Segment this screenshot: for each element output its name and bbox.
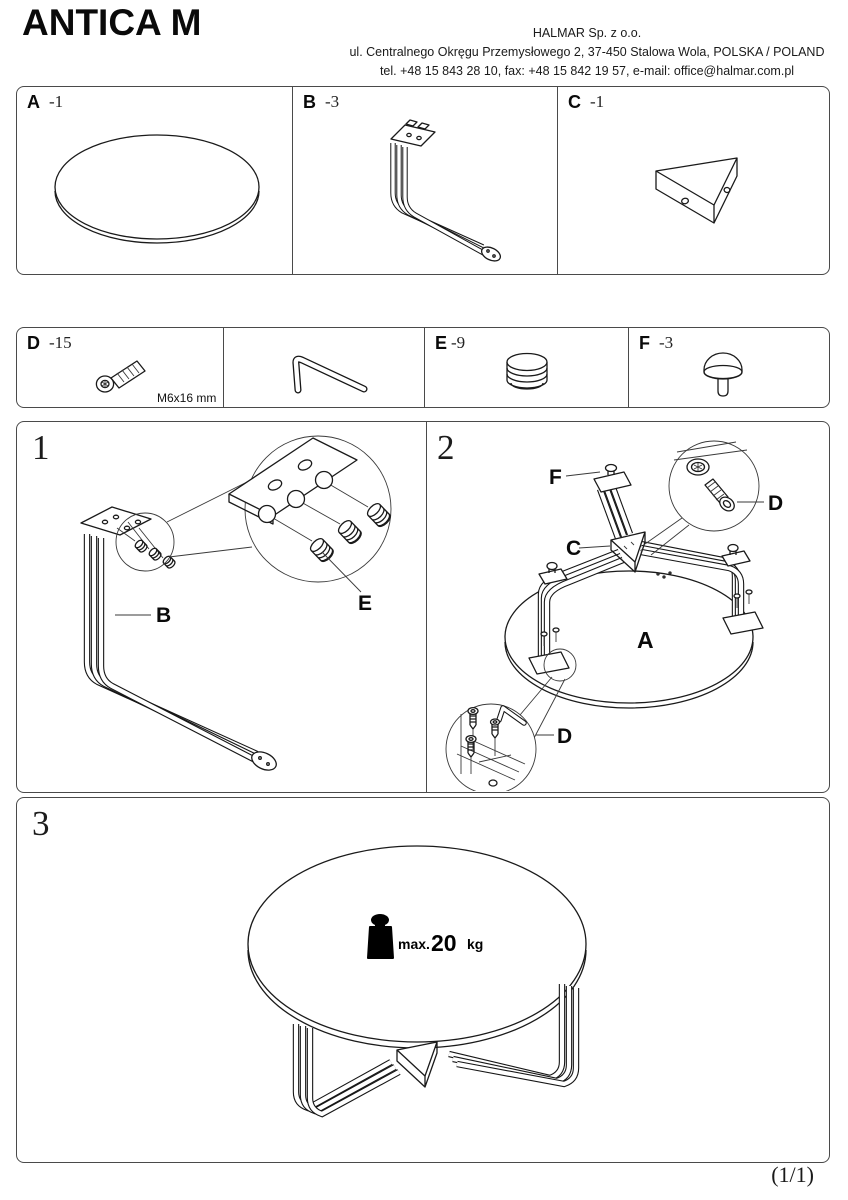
sheet-title: ANTICA M	[22, 2, 202, 43]
connector-drawing	[558, 87, 829, 273]
part-qty-f: -3	[659, 333, 674, 352]
parts-box-tube-plug	[424, 328, 628, 407]
company-name: HALMAR Sp. z o.o.	[532, 26, 642, 40]
step-1-panel	[17, 422, 426, 792]
bolt-spec-label: M6x16 mm	[157, 391, 217, 405]
step3-number: 3	[32, 804, 50, 843]
leg-b-tubes	[87, 534, 267, 766]
part-qty-b: -3	[325, 92, 340, 111]
tabletop-drawing	[17, 87, 290, 273]
part-qty-e: -9	[451, 333, 466, 352]
detail-circle-bottom-left	[446, 704, 536, 791]
part-id-a: A	[27, 92, 40, 112]
leg-frame-drawing	[293, 87, 556, 273]
step2-label-a: A	[637, 627, 654, 653]
parts-box-glide	[628, 328, 829, 407]
step-2-panel	[426, 422, 829, 792]
steps-row	[16, 421, 830, 793]
step2-label-c: C	[566, 537, 582, 560]
part-id-f: F	[639, 333, 650, 353]
step1-label-e: E	[358, 592, 373, 615]
parts-box-bolt	[17, 328, 223, 407]
company-info	[344, 24, 830, 81]
part-id-c: C	[568, 92, 581, 112]
parts-box-connector	[557, 87, 829, 274]
step2-label-f: F	[549, 466, 562, 489]
leg-top-bracket	[391, 120, 435, 146]
parts-box-leg-frame	[292, 87, 557, 274]
step2-number: 2	[437, 428, 455, 467]
part-qty-d: -15	[49, 333, 72, 352]
step-3-panel	[16, 797, 830, 1163]
max-load-value: 20	[431, 930, 457, 956]
parts-box-hex-key	[223, 328, 424, 407]
leg-b-bracket	[81, 507, 151, 535]
max-load-label: max.	[398, 936, 430, 952]
part-qty-c: -1	[590, 92, 605, 111]
step2-label-d-top: D	[768, 492, 784, 515]
parts-row-1	[16, 86, 830, 275]
glide-f-on-leg	[606, 465, 617, 472]
part-id-b: B	[303, 92, 316, 112]
label-c-leader	[579, 546, 610, 548]
company-contact: tel. +48 15 843 28 10, fax: +48 15 842 19 57, e-mail: office@halmar.com.pl	[379, 64, 795, 78]
page-number: (1/1)	[771, 1162, 814, 1187]
parts-box-tabletop	[17, 87, 292, 274]
part-qty-a: -1	[49, 92, 64, 111]
parts-row-2	[16, 327, 830, 408]
step1-label-b: B	[156, 604, 172, 627]
step-3-cell	[17, 798, 829, 1162]
part-id-e: E	[435, 333, 448, 353]
label-f-leader	[566, 472, 600, 476]
assembled-connector	[397, 1042, 437, 1087]
max-load-unit: kg	[467, 936, 484, 952]
step3-diagram	[17, 798, 828, 1161]
leg-tubes	[393, 143, 491, 257]
company-address: ul. Centralnego Okręgu Przemysłowego 2, 37-450 Stalowa Wola, POLSKA / POLAND	[349, 45, 825, 59]
step1-diagram	[17, 422, 424, 791]
step2-label-d-bottom: D	[557, 725, 573, 748]
step1-number: 1	[32, 428, 50, 467]
upper-leg	[594, 465, 631, 539]
hex-key-drawing	[224, 328, 423, 406]
part-id-d: D	[27, 333, 40, 353]
step2-diagram	[427, 422, 829, 791]
